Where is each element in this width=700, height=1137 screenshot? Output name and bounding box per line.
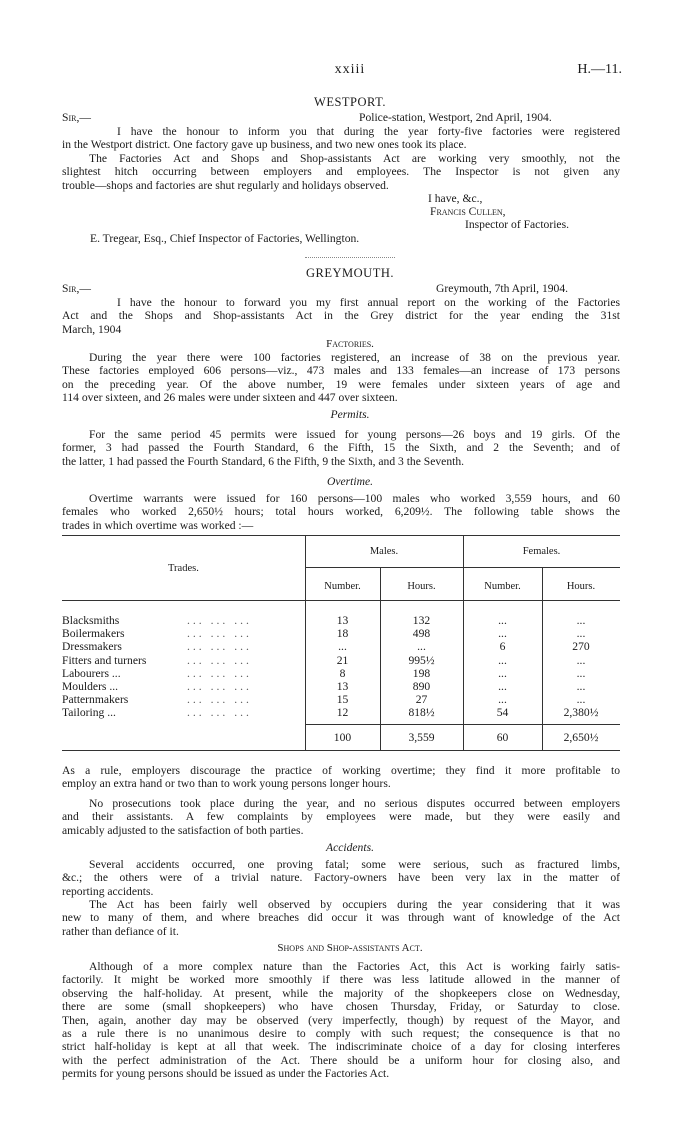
col-female-hours-header: Hours.: [566, 581, 596, 592]
cell-female-hours: ...: [576, 627, 586, 641]
permits-line: For the same period 45 permits were issued for young persons—26 boys and 19 girls. Of the: [89, 428, 620, 441]
greymouth-place-date: Greymouth, 7th April, 1904.: [436, 282, 569, 295]
leader-dots: ... ... ...: [187, 666, 252, 680]
accidents-body: [62, 858, 620, 898]
shops-line: Although of a more complex nature than the Factories Act, this Act is working fairly satis-: [89, 960, 620, 973]
table-row: [62, 654, 620, 667]
westport-signature-title: Inspector of Factories.: [465, 218, 569, 231]
overtime-line: Overtime warrants were issued for 160 persons—100 males who worked 3,559 hours, and 60: [89, 492, 620, 505]
document-reference: H.—11.: [577, 62, 622, 77]
westport-line: I have the honour to inform you that during the year forty-five factories were registered: [117, 125, 620, 138]
intro-line: Act and the Shops and Shop-assistants Act in the Grey district for the year ending the 31st: [62, 309, 620, 323]
after-table-body: [62, 764, 620, 791]
total-male-number: 100: [333, 731, 352, 744]
section-divider: [305, 257, 395, 258]
table-row: [62, 640, 620, 653]
total-female-number: 60: [496, 731, 509, 744]
cell-female-number: ...: [498, 680, 507, 693]
leader-dots: ... ... ...: [187, 640, 252, 654]
overtime-heading: Overtime.: [326, 475, 374, 488]
permits-body: [62, 428, 620, 468]
cell-male-number: 8: [339, 666, 346, 680]
observed-body: [62, 898, 620, 938]
observed-line: new to many of them, and where breaches did occur it was through want of knowledge of the Act: [62, 911, 620, 925]
table-totals-row: [62, 731, 620, 744]
leader-dots: ... ... ...: [187, 693, 252, 707]
cell-male-hours: 890: [412, 680, 431, 693]
table-row: [62, 680, 620, 693]
cell-male-hours: 818½: [408, 706, 435, 720]
table-total-rule: [305, 724, 620, 725]
col-females-header: Females.: [522, 546, 561, 557]
factories-line: During the year there were 100 factories registered, an increase of 38 on the previous year.: [89, 351, 620, 364]
observed-line: rather than defiance of it.: [62, 924, 179, 938]
trade-name: Boilermakers: [62, 627, 125, 641]
westport-place-date: Police-station, Westport, 2nd April, 1904.: [359, 111, 552, 124]
shops-line: with the perfect administration of the Act. There should be a uniform hour for closing also, and: [62, 1053, 620, 1067]
table-row: [62, 627, 620, 640]
cell-male-number: ...: [338, 640, 347, 654]
cell-female-hours: ...: [576, 693, 586, 707]
accidents-line: Several accidents occurred, one proving fatal; some were serious, such as fractured limbs,: [89, 858, 620, 871]
leader-dots: ... ... ...: [187, 706, 252, 720]
shops-act-body: [62, 960, 620, 1081]
cell-female-hours: ...: [576, 653, 586, 667]
cell-male-number: 15: [336, 693, 349, 707]
westport-line: trouble—shops and factories are shut regularly and holidays observed.: [62, 178, 389, 192]
accidents-heading: Accidents.: [326, 841, 374, 854]
col-male-hours-header: Hours.: [407, 581, 436, 592]
col-male-number-header: Number.: [324, 581, 361, 592]
shops-act-heading: Shops and Shop-assistants Act.: [277, 942, 423, 954]
intro-line: March, 1904: [62, 322, 122, 336]
shops-line: factorily. It might be worked more smoothly if there was less latitude allowed in the manner of: [62, 973, 620, 987]
table-top-rule: [62, 535, 620, 536]
after-table-line: As a rule, employers discourage the practice of working overtime; they find it more profitable to: [62, 764, 620, 777]
leader-dots: ... ... ...: [187, 614, 252, 627]
cell-male-hours: 132: [412, 614, 431, 627]
trade-name: Tailoring ...: [62, 706, 116, 720]
trade-name: Fitters and turners: [62, 653, 147, 667]
permits-line: the latter, 1 had passed the Fourth Standard, 6 the Fifth, 9 the Sixth, and 3 the Seventh.: [62, 454, 465, 468]
cell-male-number: 21: [336, 653, 349, 667]
overtime-body: [62, 492, 620, 532]
table-row: [62, 706, 620, 719]
trade-name: Patternmakers: [62, 693, 129, 707]
prosecutions-body: [62, 797, 620, 837]
cell-female-number: ...: [498, 614, 507, 627]
cell-female-number: ...: [498, 653, 507, 667]
shops-line: permits for young persons should be issued as under the Factories Act.: [62, 1067, 390, 1081]
accidents-line: &c.; the others were of a trivial nature. Factory-owners have been very lax in the matter of: [62, 871, 620, 885]
table-row: [62, 693, 620, 706]
observed-line: The Act has been fairly well observed by occupiers during the year considering that it was: [89, 898, 620, 911]
factories-line: 114 over sixteen, and 26 males were under sixteen and 447 over sixteen.: [62, 391, 398, 405]
cell-male-hours: 498: [412, 627, 431, 641]
cell-male-hours: 27: [415, 693, 428, 707]
table-head-rule: [62, 600, 620, 601]
col-males-header: Males.: [369, 546, 399, 557]
cell-male-number: 13: [336, 614, 349, 627]
cell-female-hours: ...: [576, 680, 586, 693]
after-table-line: employ an extra hand or two than to work young persons longer hours.: [62, 777, 391, 791]
cell-female-number: 54: [496, 706, 509, 720]
westport-line: slightest hitch occurring between employers and employees. The Inspector is not given any: [62, 165, 620, 179]
prosecutions-line: and their assistants. A few complaints by employees were made, but they were easily and: [62, 810, 620, 824]
shops-line: Then, again, another day may be observed (very imperfectly, though) by request of the Mayor, and: [62, 1013, 620, 1027]
greymouth-heading: GREYMOUTH.: [306, 266, 394, 280]
prosecutions-line: No prosecutions took place during the year, and no serious disputes occurred between employers: [89, 797, 620, 810]
shops-line: strict half-holiday is kept at all that week. The indiscriminate choice of a day for closing interferes: [62, 1040, 620, 1054]
westport-closing: I have, &c.,: [428, 192, 483, 205]
cell-female-number: ...: [498, 627, 507, 641]
total-female-hours: 2,650½: [563, 731, 599, 744]
cell-male-hours: 198: [412, 666, 431, 680]
cell-female-number: 6: [499, 640, 506, 654]
table-row: [62, 667, 620, 680]
accidents-line: reporting accidents.: [62, 884, 154, 898]
factories-line: on the preceding year. Of the above number, 19 were females under sixteen years of age and: [62, 377, 620, 391]
shops-line: observing the half-holiday. At present, while the majority of the shopkeepers close on Wednesday,: [62, 986, 620, 1000]
cell-female-hours: 2,380½: [563, 706, 599, 720]
greymouth-intro: [62, 296, 620, 336]
permits-heading: Permits.: [330, 408, 370, 421]
prosecutions-line: amicably adjusted to the satisfaction of both parties.: [62, 823, 304, 837]
westport-line: in the Westport district. One factory gave up business, and two new ones took its place.: [62, 138, 467, 152]
col-trades-header: Trades.: [168, 563, 199, 574]
factories-heading: Factories.: [326, 338, 374, 350]
table-subhead-rule: [305, 567, 620, 568]
factories-body: [62, 351, 620, 405]
cell-male-hours: ...: [417, 640, 426, 654]
col-female-number-header: Number.: [484, 581, 521, 592]
cell-male-number: 13: [336, 680, 349, 693]
leader-dots: ... ... ...: [187, 627, 252, 641]
overtime-line: trades in which overtime was worked :—: [62, 518, 254, 532]
westport-salutation: Sir,—: [62, 111, 91, 124]
cell-female-hours: 270: [572, 640, 590, 654]
intro-line: I have the honour to forward you my first annual report on the working of the Factories: [117, 296, 620, 309]
leader-dots: ... ... ...: [187, 653, 252, 667]
westport-body: [62, 125, 620, 192]
total-male-hours: 3,559: [408, 731, 435, 744]
cell-female-hours: ...: [576, 614, 586, 627]
greymouth-salutation: Sir,—: [62, 282, 91, 295]
westport-heading: WESTPORT.: [314, 95, 386, 109]
cell-male-hours: 995½: [408, 653, 435, 667]
trade-name: Labourers ...: [62, 666, 121, 680]
shops-line: there are some (small shopkeepers) who have chosen Thursday, Friday, or Saturday to close.: [62, 1000, 620, 1014]
table-bottom-rule: [62, 750, 620, 751]
cell-male-number: 18: [336, 627, 349, 641]
trade-name: Dressmakers: [62, 640, 122, 654]
table-row: [62, 614, 620, 627]
trade-name: Blacksmiths: [62, 614, 120, 627]
westport-signature: Francis Cullen,: [430, 205, 506, 218]
trade-name: Moulders ...: [62, 680, 119, 693]
cell-female-hours: ...: [576, 666, 586, 680]
permits-line: former, 3 had passed the Fourth Standard, 6 the Fifth, 15 the Sixth, and 2 the Seventh; and of: [62, 441, 620, 455]
factories-line: These factories employed 606 persons—viz., 473 males and 133 females—an increase of 173 persons: [62, 364, 620, 378]
leader-dots: ... ... ...: [187, 680, 252, 693]
cell-female-number: ...: [498, 666, 507, 680]
westport-line: The Factories Act and Shops and Shop-assistants Act are working very smoothly, not the: [89, 151, 620, 165]
overtime-line: females who worked 2,650½ hours; total hours worked, 6,209½. The following table shows the: [62, 505, 620, 519]
page-number: xxiii: [334, 62, 366, 77]
cell-female-number: ...: [498, 693, 507, 707]
cell-male-number: 12: [336, 706, 349, 720]
shops-line: as a rule there is no unanimous desire to comply with such request; the consequence is that no: [62, 1026, 620, 1040]
westport-addressee: E. Tregear, Esq., Chief Inspector of Factories, Wellington.: [90, 232, 360, 245]
